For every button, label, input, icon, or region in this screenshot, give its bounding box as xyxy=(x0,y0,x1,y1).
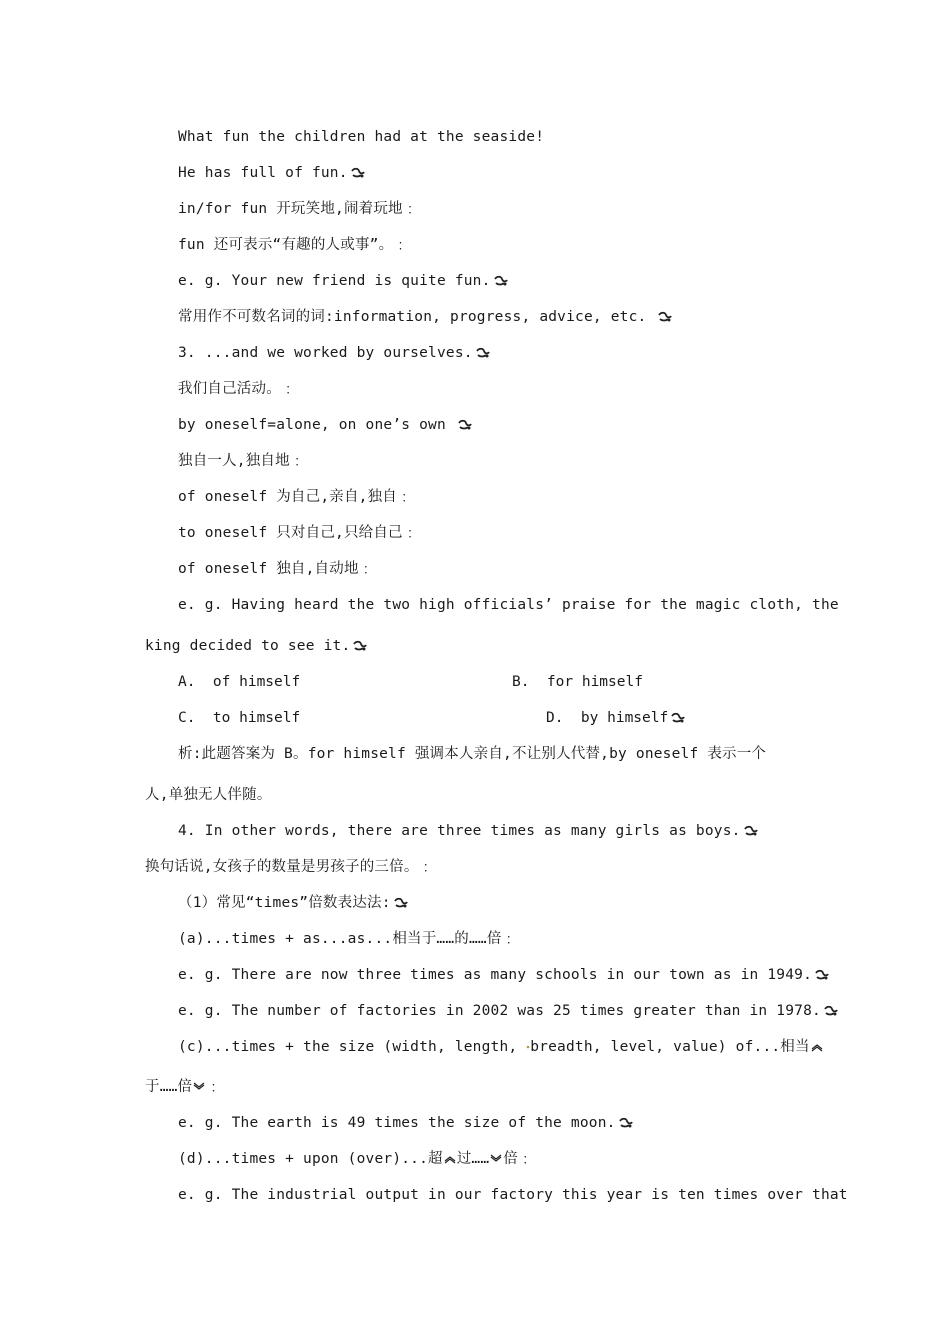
text-line: e. g. The industrial output in our factory this year is ten times over that xyxy=(178,1187,848,1203)
text-line: by oneself=alone, on one’s own xyxy=(178,415,473,435)
text-line: (a)...times + as...as...相当于……的……倍﹕ xyxy=(178,931,517,947)
swirl-mark-icon xyxy=(352,640,368,652)
text-line: e. g. The earth is 49 times the size of the moon. xyxy=(178,1113,634,1133)
swirl-mark-icon xyxy=(670,712,686,724)
option-d: D. by himself xyxy=(546,708,686,728)
text-line: e. g. The number of factories in 2002 was 25 times greater than in 1978. xyxy=(178,1001,839,1021)
text-line: of oneself 独自,自动地﹕ xyxy=(178,561,374,577)
text-line: 人,单独无人伴随。 xyxy=(145,787,272,803)
text-line: king decided to see it. xyxy=(145,636,368,656)
text-line: e. g. There are now three times as many schools in our town as in 1949. xyxy=(178,965,830,985)
text-line: e. g. Your new friend is quite fun. xyxy=(178,271,509,291)
text-line: 3. ...and we worked by ourselves. xyxy=(178,343,491,363)
text-line: (c)...times + the size (width, length, breadth, level, value) of...相当 xyxy=(178,1037,824,1057)
swirl-mark-icon xyxy=(814,969,830,981)
swirl-mark-icon xyxy=(393,897,409,909)
swirl-mark-icon xyxy=(457,419,473,431)
chevron-down-icon xyxy=(192,1082,206,1092)
swirl-mark-icon xyxy=(657,311,673,323)
text-line: 4. In other words, there are three times as many girls as boys. xyxy=(178,821,759,841)
text-line: of oneself 为自己,亲自,独自﹕ xyxy=(178,489,412,505)
text-line: 常用作不可数名词的词:information, progress, advice, etc. xyxy=(178,307,673,327)
text-line: 换句话说,女孩子的数量是男孩子的三倍。﹕ xyxy=(145,859,434,875)
text-line: e. g. Having heard the two high officials’ praise for the magic cloth, the xyxy=(178,597,839,613)
text-line: in/for fun 开玩笑地,闹着玩地﹕ xyxy=(178,201,418,217)
text-line: (d)...times + upon (over)...超 过…… 倍﹕ xyxy=(178,1151,533,1167)
swirl-mark-icon xyxy=(493,275,509,287)
chevron-up-icon xyxy=(443,1154,457,1164)
text-line: He has full of fun. xyxy=(178,163,366,183)
option-a: A. of himself xyxy=(178,674,301,690)
text-line: （1）常见“times”倍数表达法: xyxy=(178,893,409,913)
option-b: B. for himself xyxy=(512,674,643,690)
chevron-up-icon xyxy=(810,1042,824,1052)
swirl-mark-icon xyxy=(475,347,491,359)
text-line: 于……倍 ﹕ xyxy=(145,1079,221,1095)
text-line: to oneself 只对自己,只给自己﹕ xyxy=(178,525,418,541)
text-line: 析:此题答案为 B。for himself 强调本人亲自,不让别人代替,by oneself 表示一个 xyxy=(178,746,767,762)
text-line: 独自一人,独自地﹕ xyxy=(178,453,305,469)
swirl-mark-icon xyxy=(618,1117,634,1129)
text-line: fun 还可表示“有趣的人或事”。﹕ xyxy=(178,237,408,253)
swirl-mark-icon xyxy=(350,167,366,179)
text-line: What fun the children had at the seaside! xyxy=(178,129,545,145)
text-line: 我们自己活动。﹕ xyxy=(178,381,296,397)
option-c: C. to himself xyxy=(178,710,301,726)
swirl-mark-icon xyxy=(823,1005,839,1017)
swirl-mark-icon xyxy=(743,825,759,837)
chevron-down-icon xyxy=(489,1154,503,1164)
